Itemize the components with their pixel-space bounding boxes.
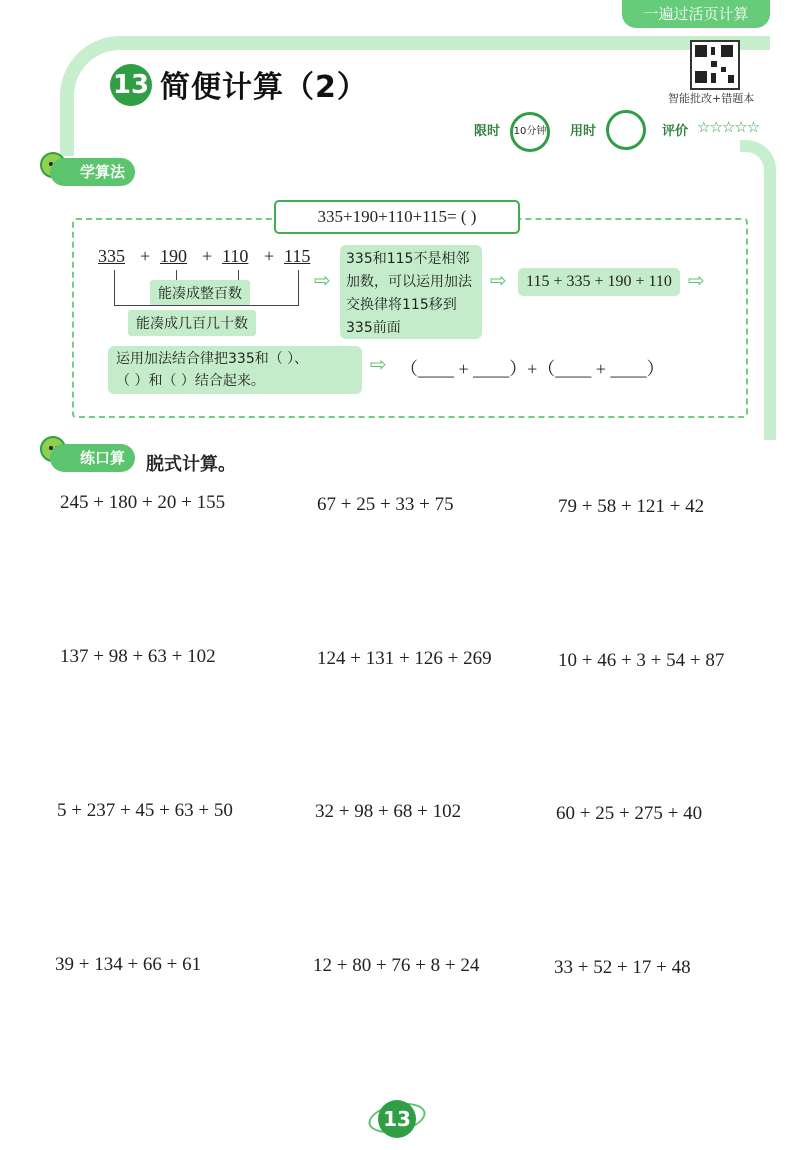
problem-11: 12 + 80 + 76 + 8 + 24 [313, 955, 480, 976]
problem-1: 245 + 180 + 20 + 155 [60, 492, 226, 513]
addend-3: 110 [222, 246, 249, 266]
addend-1: 335 [98, 246, 125, 266]
qr-caption: 智能批改+错题本 [668, 92, 755, 105]
arrow-right-icon: ⇨ [688, 268, 705, 292]
associative-note [108, 346, 362, 394]
problem-8: 32 + 98 + 68 + 102 [315, 801, 462, 822]
time-used-label: 用时 [570, 124, 597, 139]
problem-10: 39 + 134 + 66 + 61 [55, 954, 202, 975]
time-limit-value: 10分钟 [513, 126, 547, 137]
bracket-line [114, 270, 115, 306]
blank-expression[interactable]: （____ + ____）+（____ + ____） [400, 359, 665, 379]
addend-4: 115 [284, 246, 311, 266]
lesson-number-badge: 13 [110, 64, 152, 106]
stopwatch-icon [510, 112, 550, 152]
problem-7: 5 + 237 + 45 + 63 + 50 [57, 800, 233, 821]
series-tab: 一遍过活页计算 [622, 0, 770, 28]
arrow-right-icon: ⇨ [370, 352, 387, 376]
arrow-right-icon: ⇨ [490, 268, 507, 292]
rating-stars[interactable]: ☆☆☆☆☆ [697, 118, 760, 136]
arrow-right-icon: ⇨ [314, 268, 331, 292]
associative-note-line-2: （ ）和（ ）结合起来。 [116, 373, 265, 389]
addend-2: 190 [160, 246, 187, 266]
problem-4: 137 + 98 + 63 + 102 [60, 646, 216, 667]
plus-sign: + [202, 246, 213, 266]
reordered-expression: 115 + 335 + 190 + 110 [518, 268, 680, 296]
page-number: 13 [378, 1100, 416, 1138]
problem-2: 67 + 25 + 33 + 75 [317, 494, 454, 515]
commutative-note: 335和115不是相邻加数，可以运用加法交换律将115移到335前面 [340, 245, 482, 339]
problem-5: 124 + 131 + 126 + 269 [317, 648, 492, 669]
example-equation: 335+190+110+115= ( ) [274, 200, 520, 234]
rating-label: 评价 [662, 124, 689, 139]
drill-instruction: 脱式计算。 [146, 454, 236, 475]
bracket-line [298, 270, 299, 306]
tag-whole-hundred: 能凑成整百数 [150, 280, 250, 306]
problem-3: 79 + 58 + 121 + 42 [558, 496, 705, 517]
plus-sign: + [140, 246, 151, 266]
associative-note-line-1: 运用加法结合律把335和（ ）、 [116, 351, 309, 367]
learn-method-badge: 学算法 [50, 158, 135, 186]
drill-badge: 练口算 [50, 444, 135, 472]
time-used-field[interactable] [606, 110, 646, 150]
problem-9: 60 + 25 + 275 + 40 [556, 803, 703, 824]
tag-hundreds-tens: 能凑成几百几十数 [128, 310, 256, 336]
plus-sign: + [264, 246, 275, 266]
lesson-title: 简便计算（2） [160, 70, 368, 105]
time-limit-label: 限时 [474, 124, 501, 139]
qr-code-icon[interactable] [690, 40, 740, 90]
problem-12: 33 + 52 + 17 + 48 [554, 957, 691, 978]
bracket-line [114, 305, 299, 306]
problem-6: 10 + 46 + 3 + 54 + 87 [558, 650, 725, 671]
